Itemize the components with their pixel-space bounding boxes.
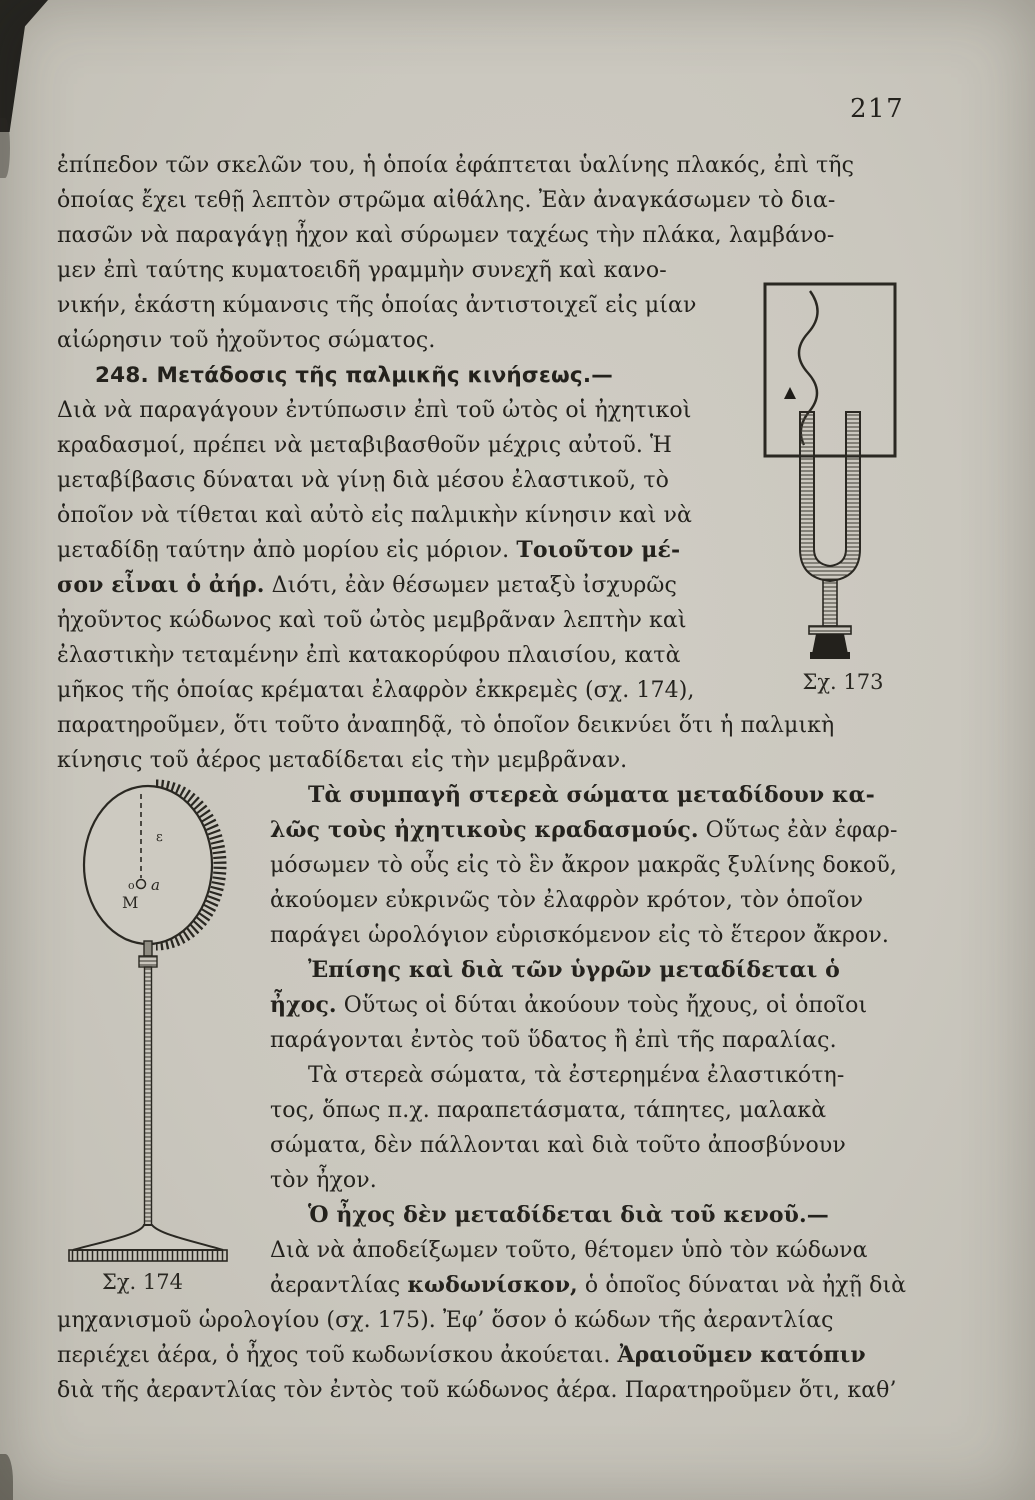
scan-edge-smudge [0,118,10,178]
text-run: ἠχοῦντος κώδωνος καὶ τοῦ ὠτὸς μεμβρᾶναν λεπτὴν καὶ [57,608,687,633]
text-line [270,1058,907,1093]
text-line [57,428,752,463]
text-line [57,148,907,183]
stand [69,941,227,1261]
text-run: ὁποίας ἔχει τεθῇ λεπτὸν στρῶμα αἰθάλης. Ἐὰν ἀναγκάσωμεν τὸ δια- [57,188,836,213]
tuning-fork-figure [758,281,928,663]
text-run: κραδασμοί, πρέπει νὰ μεταβιβασθοῦν μέχρις αὐτοῦ. Ἡ [57,433,672,458]
text-line [57,463,752,498]
text-run: ἐλαστικὴν τεταμένην ἐπὶ κατακορύφου πλαισίου, κατὰ [57,643,681,668]
membrane-pendulum-figure [35,779,250,1263]
text-run: μεταβίβασις δύναται νὰ γίνῃ διὰ μέσου ἐλαστικοῦ, τὸ [57,468,669,493]
text-run: Διὰ νὰ παραγάγουν ἐντύπωσιν ἐπὶ τοῦ ὠτὸς οἱ ἠχητικοὶ [57,398,692,423]
base-striped-band [69,1250,227,1261]
text-run: πασῶν νὰ παραγάγῃ ἦχον καὶ σύρωμεν ταχέως τὴν πλάκα, λαμβάνο- [57,223,835,248]
emphasis-run: λῶς τοὺς ἠχητικοὺς κραδασμούς. [270,817,699,843]
emphasis-run: Ὁ ἦχος δὲν μεταδίδεται διὰ τοῦ κενοῦ.— [308,1202,829,1228]
text-run: περιέχει ἀέρα, ὁ ἦχος τοῦ κωδωνίσκου ἀκούεται. [57,1343,618,1368]
text-run: Οὕτως οἱ δύται ἀκούουν τοὺς ἤχους, οἱ ὁποῖοι [336,993,868,1018]
text-run: ὁποῖον νὰ τίθεται καὶ αὐτὸ εἰς παλμικὴν κίνησιν καὶ νὰ [57,503,692,528]
text-run: μόσωμεν τὸ οὖς εἰς τὸ ἓν ἄκρον μακρᾶς ξυλίνης δοκοῦ, [270,853,897,878]
text-line [57,323,752,358]
disc-bracket [144,941,152,956]
stand-rod [145,967,152,1225]
text-line [57,1303,907,1338]
text-run: μεταδίδῃ ταύτην ἀπὸ μορίου εἰς μόριον. [57,538,517,563]
text-line [270,1023,907,1058]
narrow-column [57,253,752,708]
text-line [57,498,752,533]
text-run: μῆκος τῆς ὁποίας κρέμαται ἐλαφρὸν ἐκκρεμὲς (σχ. 174), [57,678,695,703]
label-a: a [151,876,160,894]
emphasis-run: Τὰ συμπαγῆ στερεὰ σώματα μεταδίδουν κα- [308,782,875,808]
figure-174 [35,779,250,1295]
text-line [57,1373,907,1408]
text-line [270,988,907,1023]
text-line [270,918,907,953]
text-line [57,253,752,288]
text-line [57,708,907,743]
text-line [270,848,907,883]
text-run: τὸν ἦχον. [270,1168,377,1193]
paragraph-1-wide [57,148,907,253]
fork-stem [823,580,837,626]
text-line [57,183,907,218]
pointer-triangle-icon [784,387,796,399]
text-line [270,1163,907,1198]
scan-bottom-smudge [0,1454,13,1500]
text-line [57,288,752,323]
text-run: παράγονται ἐντὸς τοῦ ὕδατος ἢ ἐπὶ τῆς παραλίας. [270,1028,837,1053]
text-run: Οὕτως ἐὰν ἐφαρ- [698,818,898,843]
text-line [57,638,752,673]
text-run: τος, ὅπως π.χ. παραπετάσματα, τάπητες, μαλακὰ [270,1098,827,1123]
text-line [270,883,907,918]
section-heading-248 [57,358,752,393]
scan-corner-artifact [0,0,48,132]
text-line [57,603,752,638]
label-omicron: ο [128,879,135,892]
text-run: παράγει ὡρολόγιον εὑρισκόμενον εἰς τὸ ἕτερον ἄκρον. [270,923,889,948]
text-line [57,1338,907,1373]
text-line [270,1233,907,1268]
text-line [57,673,752,708]
label-epsilon: ε [156,830,163,845]
disc-face [84,786,212,944]
text-run: κίνησις τοῦ ἀέρος μεταδίδεται εἰς τὴν μεμβρᾶναν. [57,748,628,773]
stand-base [73,1225,223,1250]
text-line [270,1128,907,1163]
emphasis-run: κωδωνίσκον, [407,1272,578,1298]
fork-flange [809,626,851,634]
paragraph-2-wide [57,708,907,778]
text-run: μηχανισμοῦ ὡρολογίου (σχ. 175). Ἐφ’ ὅσον ὁ κώδων τῆς ἀεραντλίας [57,1308,834,1333]
page-number: 217 [850,94,905,124]
emphasis-run: ἦχος. [270,992,337,1018]
figure-173 [758,281,928,695]
fork-prongs [800,412,860,581]
text-run: παρατηροῦμεν, ὅτι τοῦτο ἀναπηδᾷ, τὸ ὁποῖον δεικνύει ὅτι ἡ παλμικὴ [57,713,835,738]
emphasis-run: Ἀραιοῦμεν κατόπιν [617,1342,866,1368]
text-run: ἐπίπεδον τῶν σκελῶν του, ἡ ὁποία ἐφάπτεται ὑαλίνης πλακός, ἐπὶ τῆς [57,153,854,178]
text-run: Διὰ νὰ ἀποδείξωμεν τοῦτο, θέτομεν ὑπὸ τὸν κώδωνα [270,1238,868,1263]
section-heading-text: 248. Μετάδοσις τῆς παλμικῆς κινήσεως.— [95,363,613,388]
membrane-disc [84,786,220,944]
figure-caption: Σχ. 173 [802,670,884,694]
text-run: σώματα, δὲν πάλλονται καὶ διὰ τοῦτο ἀποσβύνουν [270,1133,846,1158]
frame-rect [765,284,895,456]
text-line [270,1198,907,1233]
emphasis-run: σον εἶναι ὁ ἀήρ. [57,572,265,598]
text-run: νικήν, ἑκάστη κύμανσις τῆς ὁποίας ἀντιστοιχεῖ εἰς μίαν [57,293,697,318]
text-run: ὁ ὁποῖος δύναται νὰ ἠχῇ διὰ [577,1273,907,1298]
text-run: ἀεραντλίας [270,1273,408,1298]
label-m: M [122,893,139,912]
wave-trace-box [765,284,895,456]
text-line [57,393,752,428]
text-line [270,813,907,848]
text-line [57,568,752,603]
text-line [270,1268,907,1303]
figure-caption: Σχ. 174 [101,1270,183,1294]
text-run: αἰώρησιν τοῦ ἠχοῦντος σώματος. [57,328,436,353]
text-line [57,743,907,778]
text-line [270,1093,907,1128]
text-run: μεν ἐπὶ ταύτης κυματοειδῆ γραμμὴν συνεχῆ καὶ κανο- [57,258,667,283]
fork-base [810,652,850,659]
emphasis-run: Τοιοῦτον μέ- [516,537,681,563]
text-run: Διότι, ἐὰν θέσωμεν μεταξὺ ἰσχυρῶς [264,573,677,598]
fork-foot [812,634,848,654]
paragraph-6-wide [57,1303,907,1408]
tuning-fork [800,412,860,659]
text-run: διὰ τῆς ἀεραντλίας τὸν ἐντὸς τοῦ κώδωνος ἀέρα. Παρατηροῦμεν ὅτι, καθ’ [57,1378,897,1403]
text-line [57,218,907,253]
right-column [270,778,907,1303]
stand-knob [139,956,157,967]
text-line [57,533,752,568]
text-line [270,953,907,988]
emphasis-run: Ἐπίσης καὶ διὰ τῶν ὑγρῶν μεταδίδεται ὁ [308,957,840,983]
text-line [270,778,907,813]
text-run: Τὰ στερεὰ σώματα, τὰ ἐστερημένα ἐλαστικότη- [308,1063,845,1088]
text-run: ἀκούομεν εὐκρινῶς τὸν ἐλαφρὸν κρότον, τὸν ὁποῖον [270,888,864,913]
